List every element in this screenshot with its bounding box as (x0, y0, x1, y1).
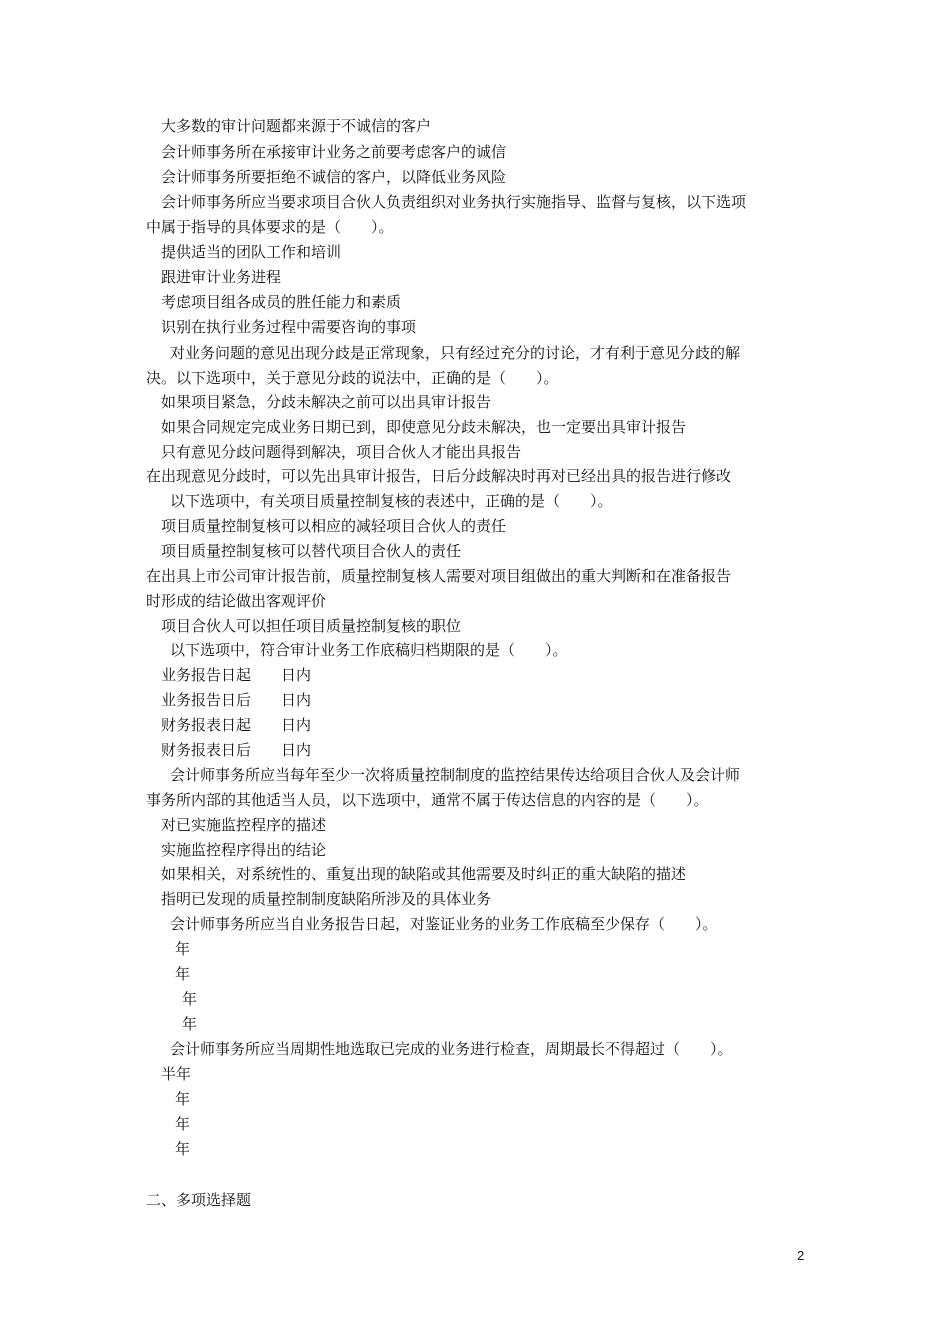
text-line: 项目合伙人可以担任项目质量控制复核的职位 (161, 617, 462, 635)
text-line: 会计师事务所要拒绝不诚信的客户，以降低业务风险 (161, 168, 507, 186)
text-line: 大多数的审计问题都来源于不诚信的客户 (161, 117, 432, 135)
text-line: 项目质量控制复核可以替代项目合伙人的责任 (161, 542, 462, 560)
page-number: 2 (797, 1248, 805, 1263)
text-line: 实施监控程序得出的结论 (161, 841, 327, 859)
text-line: 年 (175, 1090, 191, 1108)
text-line: 项目质量控制复核可以相应的减轻项目合伙人的责任 (161, 517, 507, 535)
text-line: 半年 (161, 1065, 192, 1083)
text-line: 年 (175, 1115, 191, 1133)
section-heading: 二、多项选择题 (146, 1191, 252, 1209)
text-line: 只有意见分歧问题得到解决，项目合伙人才能出具报告 (161, 443, 522, 461)
text-line: 时形成的结论做出客观评价 (146, 592, 327, 610)
text-line: 业务报告日后 日内 (161, 691, 312, 709)
text-line: 中属于指导的具体要求的是（ ）。 (146, 218, 394, 236)
text-line: 考虑项目组各成员的胜任能力和素质 (161, 293, 402, 311)
text-line: 年 (175, 940, 191, 958)
text-line: 指明已发现的质量控制制度缺陷所涉及的具体业务 (161, 890, 492, 908)
text-line: 在出具上市公司审计报告前，质量控制复核人需要对项目组做出的重大判断和在准备报告 (146, 567, 732, 585)
text-line: 年 (182, 990, 198, 1008)
text-line: 事务所内部的其他适当人员，以下选项中，通常不属于传达信息的内容的是（ ）。 (146, 791, 709, 809)
text-line: 财务报表日后 日内 (161, 741, 312, 759)
text-line: 决。以下选项中，关于意见分歧的说法中，正确的是（ ）。 (146, 369, 559, 387)
text-line: 跟进审计业务进程 (161, 268, 282, 286)
text-line: 对已实施监控程序的描述 (161, 816, 327, 834)
text-line: 会计师事务所应当周期性地选取已完成的业务进行检查，周期最长不得超过（ ）。 (170, 1040, 733, 1058)
text-line: 会计师事务所在承接审计业务之前要考虑客户的诚信 (161, 143, 507, 161)
text-line: 会计师事务所应当每年至少一次将质量控制制度的监控结果传达给项目合伙人及会计师 (170, 766, 741, 784)
text-line: 对业务问题的意见出现分歧是正常现象，只有经过充分的讨论，才有利于意见分歧的解 (170, 344, 741, 362)
text-line: 以下选项中，有关项目质量控制复核的表述中，正确的是（ ）。 (170, 492, 613, 510)
text-line: 年 (175, 965, 191, 983)
text-line: 以下选项中，符合审计业务工作底稿归档期限的是（ ）。 (170, 641, 568, 659)
text-line: 财务报表日起 日内 (161, 716, 312, 734)
text-line: 会计师事务所应当要求项目合伙人负责组织对业务执行实施指导、监督与复核，以下选项 (161, 193, 747, 211)
text-line: 识别在执行业务过程中需要咨询的事项 (161, 318, 417, 336)
text-line: 年 (175, 1140, 191, 1158)
text-line: 如果合同规定完成业务日期已到，即使意见分歧未解决，也一定要出具审计报告 (161, 418, 687, 436)
text-line: 年 (182, 1015, 198, 1033)
text-line: 在出现意见分歧时，可以先出具审计报告，日后分歧解决时再对已经出具的报告进行修改 (146, 467, 732, 485)
text-line: 提供适当的团队工作和培训 (161, 243, 342, 261)
text-line: 会计师事务所应当自业务报告日起，对鉴证业务的业务工作底稿至少保存（ ）。 (170, 915, 718, 933)
text-line: 如果项目紧急，分歧未解决之前可以出具审计报告 (161, 393, 492, 411)
text-line: 如果相关，对系统性的、重复出现的缺陷或其他需要及时纠正的重大缺陷的描述 (161, 865, 687, 883)
text-line: 业务报告日起 日内 (161, 666, 312, 684)
